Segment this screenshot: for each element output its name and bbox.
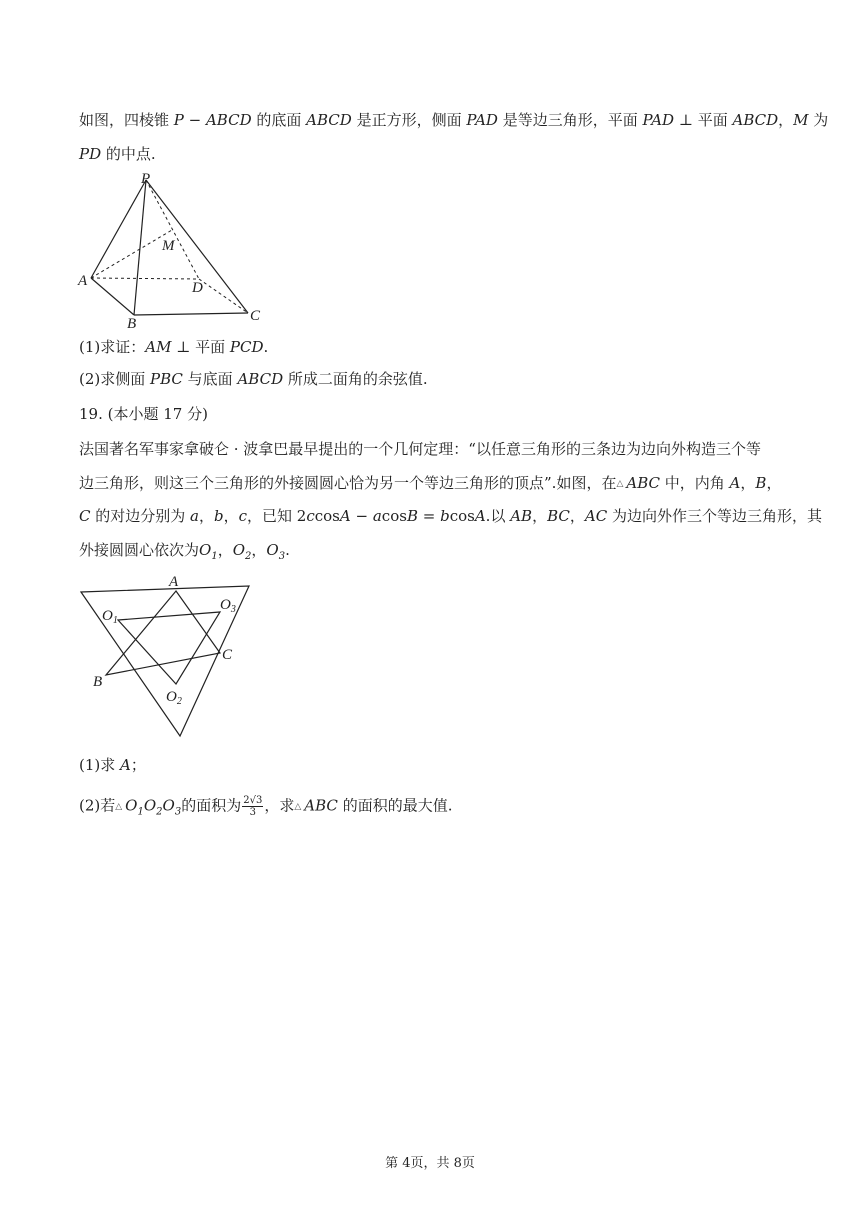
- edge-PA: [91, 180, 146, 278]
- text: ，: [778, 111, 794, 129]
- triangle-O1O2O3: [118, 612, 220, 684]
- text: .以: [485, 507, 511, 525]
- label-O1-sub: 1: [112, 615, 118, 626]
- text: 的底面: [251, 111, 307, 129]
- napoleon-figure: [76, 570, 256, 740]
- problem19-line4: [79, 540, 290, 567]
- math-pyramid: P − ABCD: [173, 111, 252, 129]
- subscript: 2: [245, 551, 252, 562]
- math: O: [125, 796, 138, 815]
- text: 中，内角: [660, 474, 730, 492]
- label-D: D: [192, 280, 203, 296]
- label-O3-sub: 3: [230, 604, 236, 615]
- math-plane: PCD: [229, 338, 264, 356]
- math-angle: B: [755, 474, 767, 492]
- hidden-edge-PD: [146, 180, 199, 279]
- hidden-edge-DC: [199, 279, 248, 313]
- text: 所成二面角的余弦值.: [283, 370, 428, 388]
- math-face: PAD: [466, 111, 498, 129]
- label-O2-sub: 2: [176, 696, 182, 707]
- math-face: PBC: [150, 370, 183, 388]
- problem18-q2: [79, 369, 428, 389]
- math-angle: A: [120, 756, 131, 774]
- subscript: 3: [278, 551, 286, 562]
- page-footer: 第 4页，共 8页: [385, 1156, 475, 1171]
- math: c: [238, 507, 248, 525]
- subscript: 2: [156, 806, 163, 818]
- math: AB: [510, 507, 533, 525]
- problem19-q2: [79, 795, 452, 823]
- label-O1-main: O: [102, 608, 113, 624]
- problem19-header: 19. (本小题 17 分): [79, 405, 208, 423]
- math: C: [79, 507, 91, 525]
- math-segment: AM: [145, 338, 172, 356]
- triangle-icon: △: [294, 801, 302, 812]
- triangle-ABC: [106, 591, 220, 675]
- text: 的面积的最大值.: [337, 796, 453, 815]
- problem18-intro-line2: [79, 144, 156, 164]
- math: c: [306, 507, 315, 525]
- text: 为: [808, 111, 829, 129]
- subscript: 3: [174, 806, 182, 818]
- text: ，: [569, 507, 585, 525]
- text: 是正方形，侧面: [351, 111, 467, 129]
- math: b: [440, 507, 450, 525]
- label-A: A: [78, 273, 88, 289]
- label-M: M: [162, 238, 175, 254]
- text: ，: [766, 474, 782, 492]
- math-base: ABCD: [237, 370, 284, 388]
- math-point: M: [793, 111, 809, 129]
- subscript: 1: [211, 551, 218, 562]
- edge-BC: [134, 313, 248, 315]
- label-C: C: [222, 647, 233, 663]
- math-angle: A: [729, 474, 741, 492]
- fraction-numerator: 2√3: [243, 795, 263, 806]
- math: A: [474, 507, 486, 525]
- fraction: [242, 795, 263, 818]
- label-P: P: [141, 171, 151, 187]
- text: (2)求侧面: [79, 370, 151, 388]
- text: ，已知 2: [247, 507, 307, 525]
- text: (2)若: [79, 796, 116, 815]
- math: a: [190, 507, 199, 525]
- math: a: [372, 507, 382, 525]
- text: 是等边三角形，平面: [497, 111, 643, 129]
- math-base: ABCD: [306, 111, 352, 129]
- triangle-icon: △: [115, 801, 123, 812]
- math: O: [162, 796, 175, 815]
- problem18-q1: [79, 337, 268, 357]
- text: ，: [217, 541, 233, 559]
- text: 边三角形，则这三个三角形的外接圆圆心恰为另一个等边三角形的顶点”.如图，在: [79, 474, 617, 492]
- problem19-line3: [79, 506, 822, 526]
- hidden-segment-AM: [91, 230, 172, 278]
- text: 外接圆圆心依次为: [79, 541, 200, 559]
- text: cos: [314, 507, 340, 525]
- text: .: [263, 338, 269, 356]
- label-B: B: [93, 674, 103, 690]
- text: ，: [198, 507, 214, 525]
- label-O3: [220, 597, 236, 615]
- math: B: [406, 507, 418, 525]
- math: AC: [584, 507, 608, 525]
- math: O: [199, 541, 212, 559]
- edge-PB: [134, 180, 146, 315]
- math-plane: ABCD: [732, 111, 779, 129]
- triangle-icon: △: [616, 479, 624, 489]
- text: ，: [223, 507, 239, 525]
- text: 如图，四棱锥: [79, 111, 174, 129]
- math-segment: PD: [79, 145, 102, 163]
- text: cos: [381, 507, 407, 525]
- math: A: [339, 507, 351, 525]
- text: ⊥ 平面: [674, 111, 733, 129]
- text: 的中点.: [101, 145, 156, 163]
- math-triangle: ABC: [304, 796, 338, 815]
- text: ，: [740, 474, 756, 492]
- text: .: [285, 541, 290, 559]
- text: 的对边分别为: [90, 507, 191, 525]
- text: 的面积为: [181, 796, 242, 815]
- text: (1)求证：: [79, 338, 146, 356]
- label-O2-main: O: [166, 689, 177, 705]
- text: ；: [130, 756, 146, 774]
- math: b: [214, 507, 224, 525]
- text: ，: [251, 541, 267, 559]
- label-C: C: [250, 308, 261, 324]
- math-triangle: ABC: [626, 474, 660, 492]
- problem19-line1: 法国著名军事家拿破仑 · 波拿巴最早提出的一个几何定理：“以任意三角形的三条边为边向外构造三个等: [79, 440, 761, 458]
- text: ，求: [264, 796, 295, 815]
- math: O: [232, 541, 246, 559]
- text: 与底面: [182, 370, 238, 388]
- math: O: [266, 541, 279, 559]
- text: cos: [449, 507, 475, 525]
- label-O3-main: O: [220, 597, 231, 613]
- text: ⊥ 平面: [171, 338, 230, 356]
- text: =: [417, 507, 441, 525]
- label-A: A: [169, 574, 179, 590]
- math-plane: PAD: [642, 111, 675, 129]
- label-O1: [102, 608, 118, 626]
- text: (1)求: [79, 756, 121, 774]
- label-B: B: [127, 316, 137, 330]
- math: O: [143, 796, 157, 815]
- pyramid-figure: [74, 168, 274, 330]
- text: −: [350, 507, 373, 525]
- text: 为边向外作三个等边三角形，其: [607, 507, 822, 525]
- problem18-intro-line1: [79, 110, 828, 130]
- edge-AB: [91, 278, 134, 315]
- fraction-denominator: 3: [249, 807, 256, 818]
- problem19-q1: [79, 755, 146, 775]
- label-O2: [166, 689, 182, 707]
- problem19-line2: [79, 473, 781, 494]
- subscript: 1: [137, 806, 144, 818]
- text: ，: [532, 507, 548, 525]
- math: BC: [547, 507, 570, 525]
- hidden-edge-AD: [91, 278, 199, 279]
